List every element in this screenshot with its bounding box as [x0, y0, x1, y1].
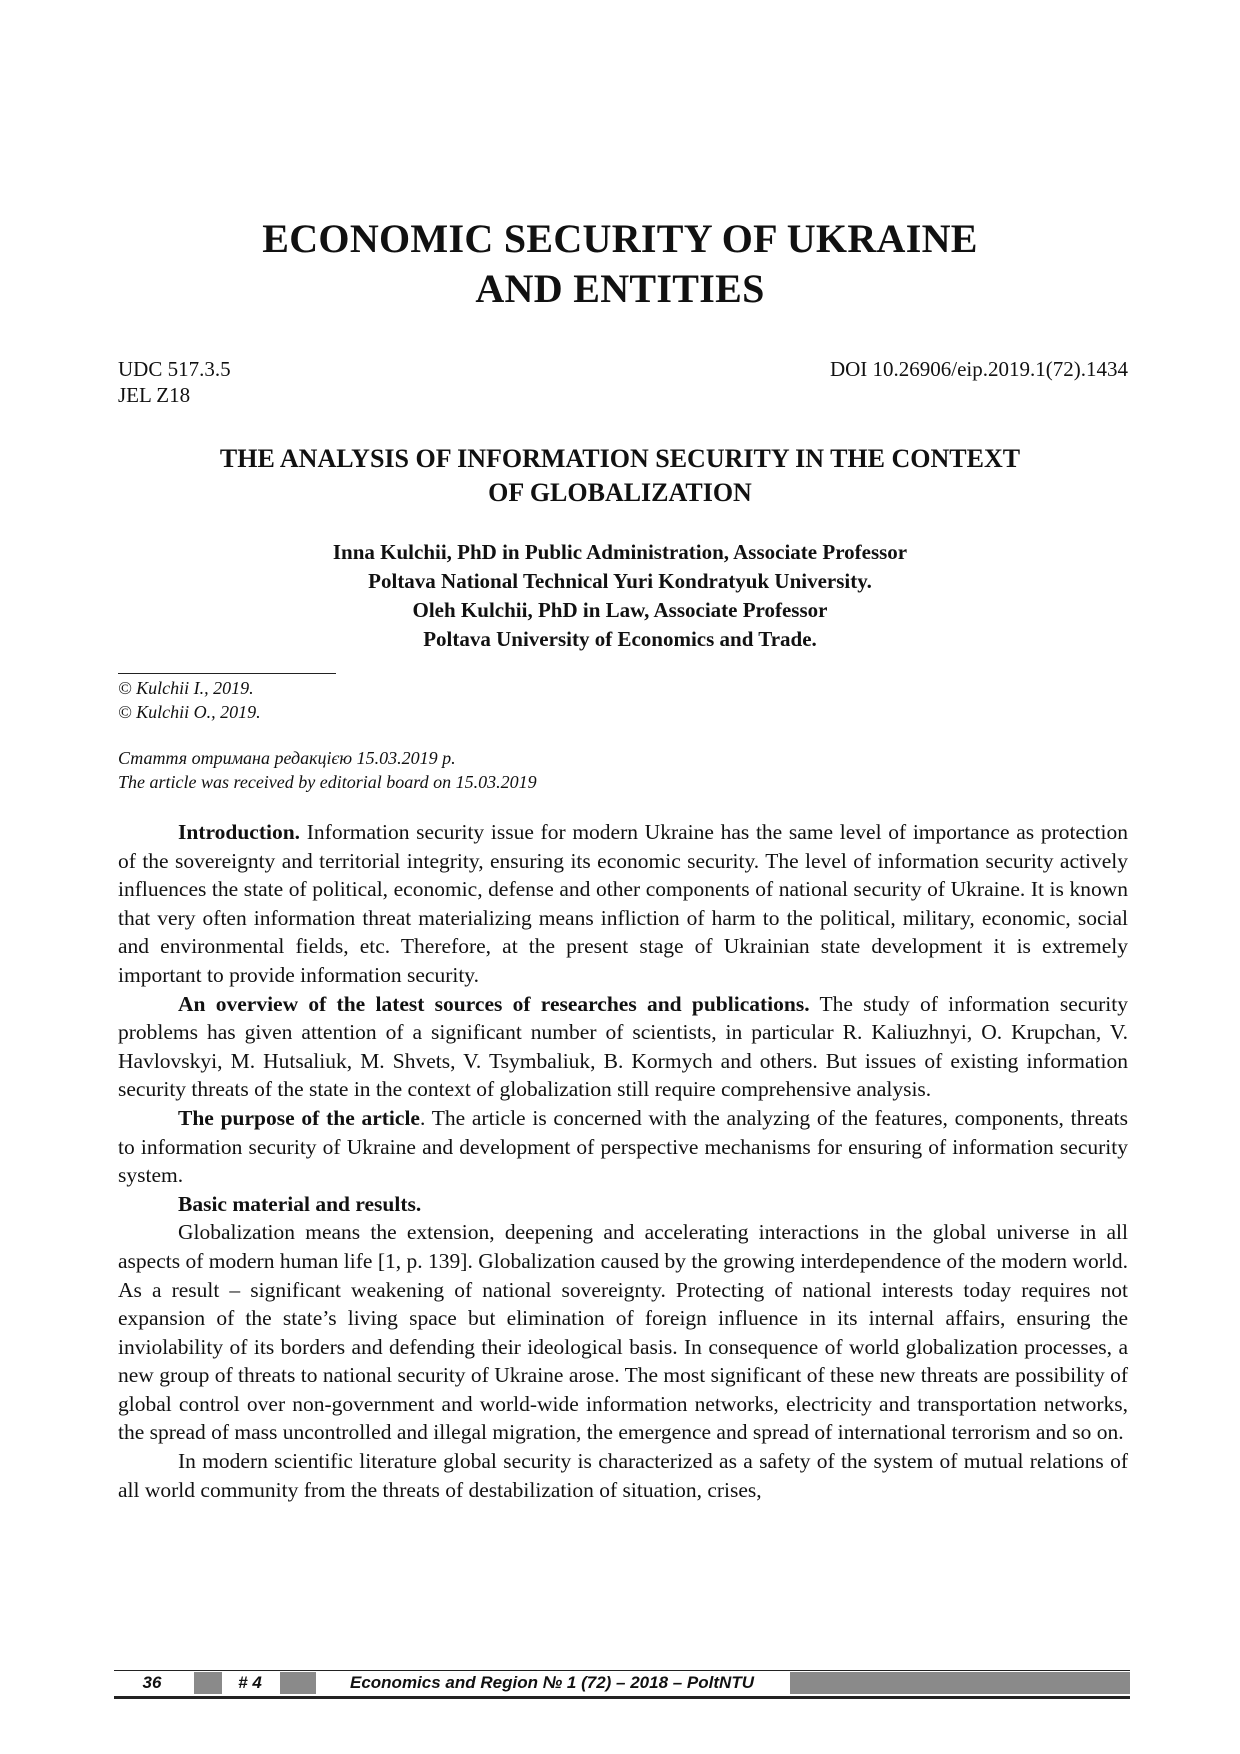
footnote-divider: [118, 673, 336, 674]
footer-gray-block-3: [790, 1672, 1130, 1694]
footer-page-number: 36: [142, 1673, 162, 1692]
udc-code: UDC 517.3.5: [118, 357, 231, 381]
classification-codes: [118, 356, 231, 408]
overview-paragraph: [118, 990, 1128, 1104]
received-english: The article was received by editorial board on 15.03.2019: [118, 772, 537, 792]
affiliation-1: Poltava National Technical Yuri Kondratyuk University.: [368, 569, 872, 593]
footer-gray-block-2: [280, 1672, 316, 1694]
purpose-text: . The article is concerned with the analyzing of the features, components, threats to information security of Ukraine and development of perspective mechanisms for ensuring of information security system.: [118, 1105, 1128, 1188]
footer-journal: Economics and Region № 1 (72) – 2018 – PoltNTU: [350, 1673, 754, 1692]
copyright-notice: [118, 676, 261, 724]
overview-heading: An overview of the latest sources of researches and publications.: [178, 991, 810, 1016]
section-title-line-2: AND ENTITIES: [475, 266, 765, 311]
purpose-paragraph: [118, 1104, 1128, 1190]
introduction-heading: Introduction.: [178, 820, 301, 844]
author-1: Inna Kulchii, PhD in Public Administration, Associate Professor: [332, 540, 908, 564]
overview-text: The study of information security problems has given attention of a significant number of scientists, in particular R. Kaliuzhnyi, O. Krupchan, V. Havlovskyi, M. Hutsaliuk, M. Shvets, V. Tsymbaliuk, B. Kormych and others. But issues of existing information security threats of the state in the context of globalization still require comprehensive analysis.: [118, 991, 1128, 1102]
basic-material-heading-paragraph: [118, 1190, 1128, 1219]
received-ukrainian: Стаття отримана редакцією 15.03.2019 р.: [118, 748, 456, 768]
footer-bottom-rule: [114, 1696, 1130, 1699]
copyright-line-1: © Kulchii I., 2019.: [118, 678, 254, 698]
purpose-heading: The purpose of the article: [178, 1105, 420, 1130]
page-footer: [114, 1670, 1130, 1700]
basic-material-heading: Basic material and results.: [178, 1191, 422, 1216]
footer-top-rule: [114, 1670, 1130, 1671]
author-block: [200, 538, 1040, 654]
article-body: [118, 818, 1128, 1504]
received-notice: [118, 746, 537, 794]
footer-gray-block-1: [194, 1672, 222, 1694]
jel-code: JEL Z18: [118, 383, 191, 407]
author-2: Oleh Kulchii, PhD in Law, Associate Professor: [412, 598, 828, 622]
introduction-paragraph: [118, 818, 1128, 990]
section-title: [150, 214, 1090, 314]
section-title-line-1: ECONOMIC SECURITY OF UKRAINE: [262, 216, 978, 261]
article-title-line-2: OF GLOBALIZATION: [488, 478, 752, 507]
article-title: [150, 442, 1090, 510]
doi: DOI 10.26906/eip.2019.1(72).1434: [829, 357, 1128, 381]
article-title-line-1: THE ANALYSIS OF INFORMATION SECURITY IN THE CONTEXT: [219, 444, 1021, 473]
copyright-line-2: © Kulchii O., 2019.: [118, 702, 261, 722]
introduction-text: Information security issue for modern Ukraine has the same level of importance as protection of the sovereignty and territorial integrity, ensuring its economic security. The level of information security actively influences the state of political, economic, defense and other components of national security of Ukraine. It is known that very often information threat materializing means infliction of harm to the political, military, economic, social and environmental fields, etc. Therefore, at the present stage of Ukrainian state development it is extremely important to provide information security.: [118, 820, 1128, 987]
globalization-paragraph: Globalization means the extension, deepening and accelerating interactions in the global universe in all aspects of modern human life [1, p. 139]. Globalization caused by the growing interdependence of the modern world. As a result – significant weakening of national sovereignty. Protecting of national interests today requires not expansion of the state’s living space but elimination of foreign influence in its internal affairs, ensuring the inviolability of its borders and defending their ideological basis. In consequence of world globalization processes, a new group of threats to national security of Ukraine arose. The most significant of these new threats are possibility of global control over non-government and world-wide information networks, electricity and transportation networks, the spread of mass uncontrolled and illegal migration, the emergence and spread of international terrorism and so on.: [118, 1220, 1128, 1445]
footer-issue: # 4: [238, 1673, 262, 1692]
affiliation-2: Poltava University of Economics and Trade.: [423, 627, 817, 651]
global-security-paragraph: In modern scientific literature global security is characterized as a safety of the system of mutual relations of all world community from the threats of destabilization of situation, crises,: [118, 1449, 1128, 1502]
